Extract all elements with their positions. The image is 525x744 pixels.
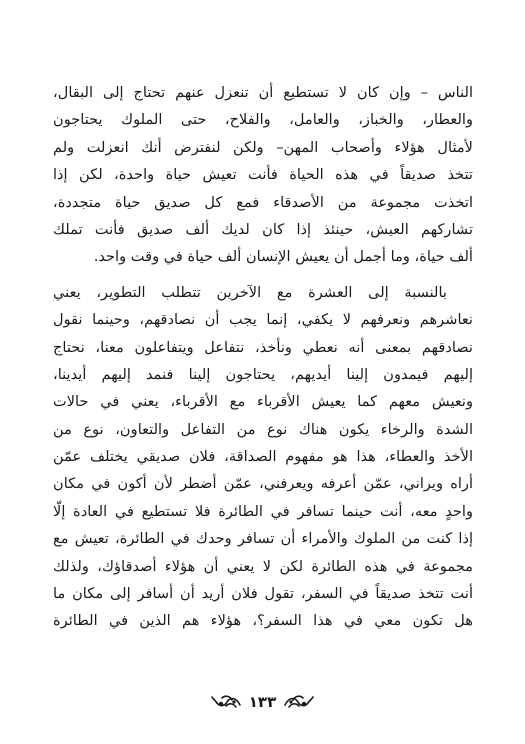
text-line: واحدٍ معه، أنت حينما تسافر في الطائرة فلا تستطيع في العادة إلّا [53, 502, 473, 520]
text-line: الناس – وإن كان لا تستطيع أن تنعزل عنهم تحتاج إلى البقال، [53, 84, 473, 101]
text-line: هل تكون معي في هذا السفر؟، هؤلاء هم الذين في الطائرة [53, 612, 473, 630]
floral-ornament-icon [282, 694, 316, 710]
text-line: بالنسبة إلى العشرة مع الآخرين تتطلب التطوير، يعني [53, 283, 447, 301]
text-line: لأمثال هؤلاء وأصحاب المهن– ولكن لنفترض أنك انعزلت ولم [53, 138, 473, 156]
text-line: نعاشرهم ونعرفهم لا يكفي، إنما يجب أن نصادقهم، وحينما نقول [53, 311, 473, 329]
text-line: الشدة والرخاء يكون هناك نوع من التفاعل والتعاون، نوع من [53, 420, 473, 438]
text-line: ألف حياة، وما أجمل أن يعيش الإنسان ألف حياة في وقت واحد. [93, 248, 473, 266]
floral-ornament-icon [209, 694, 243, 710]
text-line: تتخذ صديقاً في هذه الحياة فأنت تعيش حياة واحدة، لكن إذا [53, 166, 473, 184]
page-body [53, 79, 473, 635]
text-line: والعطار، والخباز، والعامل، والفلاح، حتى الملوك يحتاجون [53, 111, 473, 129]
text-line: نصادقهم بمعنى أنه نعطي ونأخذ، نتفاعل ويتفاعلون معنا، نحتاج [53, 338, 473, 356]
text-line: أراه ويراني، عمّن أعرفه ويعرفني، عمّن أضطر لأن أكون في مكان [53, 475, 473, 493]
page-number: ١٣٣ [248, 693, 277, 711]
text-line: أنت تتخذ صديقاً في السفر، تقول فلان أريد أن أسافر إلى مكان ما [53, 585, 473, 603]
text-line: إذا كنت من الملوك والأمراء أن تسافر وحدك في الطائرة، تعيش مع [53, 530, 473, 548]
paragraph-gap [53, 271, 473, 279]
text-line: اتخذت مجموعة من الأصدقاء فمع كل صديق حياة متجددة، [53, 193, 473, 211]
paragraph-2 [53, 279, 473, 635]
text-line: تشاركهم العيش، حينئذ إذا كان لديك ألف صديق فأنت تملك [53, 220, 473, 238]
text-line: إليهم فيمدون إلينا أيديهم، يحتاجون إلينا فنمد إليهم أيدينا، [53, 365, 473, 383]
text-line: مجموعة في هذه الطائرة لكن لا يعني أن هؤلاء أصدقاؤك، ولذلك [53, 557, 473, 575]
paragraph-1 [53, 79, 473, 271]
text-line: ونعيش معهم كما يعيش الأقرباء مع الأقرباء، يعني في حالات [53, 393, 473, 411]
page-footer [0, 689, 525, 715]
text-line: الأخذ والعطاء، هذا هو مفهوم الصداقة، فلان صديقي يختلف عمّن [53, 448, 473, 466]
